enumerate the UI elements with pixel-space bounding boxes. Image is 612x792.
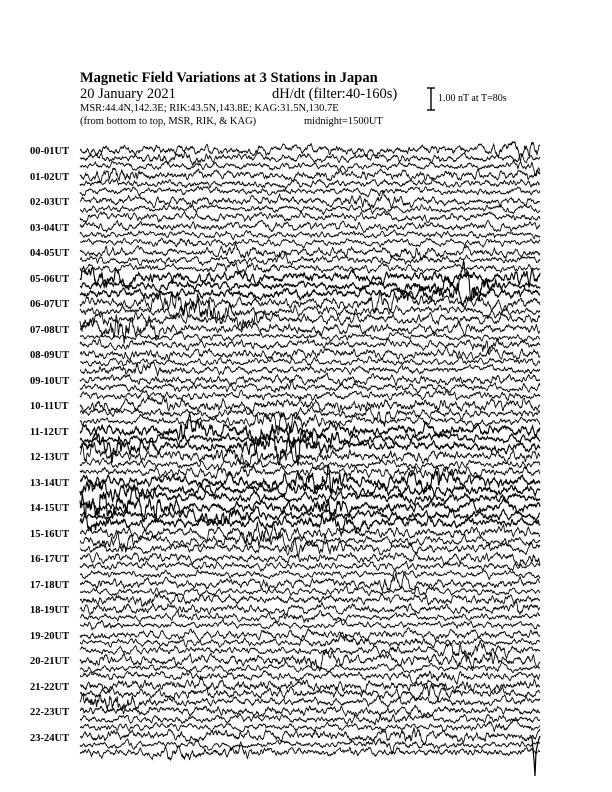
trace-msr — [80, 569, 540, 579]
hour-label: 03-04UT — [30, 222, 70, 234]
hour-row — [80, 728, 540, 760]
hour-label: 14-15UT — [30, 503, 70, 514]
hour-label: 12-13UT — [30, 452, 70, 463]
trace-rik — [80, 458, 540, 470]
hour-row — [80, 141, 540, 176]
trace-spike — [530, 735, 540, 776]
trace-kag — [80, 705, 540, 718]
hour-label: 23-24UT — [30, 732, 70, 744]
filter-label: dH/dt (filter:40-160s) — [272, 86, 398, 102]
hour-label: 05-06UT — [30, 273, 70, 285]
trace-rik — [80, 230, 540, 240]
trace-msr — [80, 620, 540, 630]
hour-label: 09-10UT — [30, 375, 70, 387]
hour-label: 00-01UT — [30, 146, 70, 157]
hour-row — [80, 628, 540, 659]
trace-rik — [80, 407, 540, 427]
trace-msr — [80, 211, 540, 222]
hour-label: 20-21UT — [30, 656, 70, 667]
trace-kag — [80, 552, 540, 566]
trace-kag — [80, 243, 540, 260]
chart-date: 20 January 2021 — [80, 86, 176, 102]
hour-row — [80, 168, 540, 197]
trace-kag — [80, 220, 540, 232]
trace-rik — [80, 611, 540, 623]
trace-msr — [80, 262, 540, 274]
trace-kag — [80, 628, 540, 641]
trace-rik — [80, 713, 540, 725]
hour-label: 04-05UT — [30, 248, 70, 259]
trace-rik — [80, 356, 540, 366]
hour-label: 17-18UT — [30, 579, 70, 591]
hour-label: 06-07UT — [30, 299, 70, 310]
hour-label: 02-03UT — [30, 197, 70, 208]
hour-label: 11-12UT — [30, 426, 69, 438]
scale-bar-label: 1.00 nT at T=80s — [438, 93, 507, 104]
hour-row — [80, 600, 540, 629]
station-order-note: (from bottom to top, MSR, RIK, & KAG) — [80, 116, 257, 127]
hour-row — [80, 243, 540, 273]
trace-msr — [80, 466, 540, 480]
trace-msr — [80, 641, 540, 659]
hour-row — [80, 191, 540, 223]
hour-label: 19-20UT — [30, 630, 70, 642]
hour-label: 10-11UT — [30, 401, 69, 412]
hour-label: 08-09UT — [30, 350, 70, 361]
hour-label: 22-23UT — [30, 707, 70, 718]
trace-rik — [80, 634, 540, 648]
hour-label: 21-22UT — [30, 681, 70, 693]
hour-row — [80, 573, 540, 606]
hour-row — [80, 220, 540, 247]
hour-label: 07-08UT — [30, 324, 70, 336]
trace-rik — [80, 561, 540, 571]
hour-row — [80, 552, 540, 579]
hour-label: 18-19UT — [30, 605, 70, 616]
trace-msr — [80, 238, 540, 248]
hour-row — [80, 705, 540, 732]
hour-label: 01-02UT — [30, 171, 70, 183]
trace-rik — [80, 205, 540, 215]
hour-row — [80, 347, 540, 376]
hour-label: 16-17UT — [30, 554, 70, 565]
trace-kag — [80, 373, 540, 386]
hour-label: 15-16UT — [30, 528, 70, 540]
trace-msr — [80, 593, 540, 607]
trace-kag — [80, 728, 540, 744]
trace-kag — [80, 678, 540, 694]
trace-kag — [80, 191, 540, 209]
trace-msr — [80, 720, 540, 732]
trace-kag — [80, 347, 540, 360]
trace-msr — [80, 187, 540, 197]
trace-msr — [80, 536, 540, 557]
scale-bar — [427, 88, 435, 110]
trace-msr — [80, 671, 540, 685]
trace-kag — [80, 168, 540, 182]
hour-row — [80, 373, 540, 401]
midnight-note: midnight=1500UT — [304, 116, 383, 127]
trace-msr — [80, 339, 540, 352]
hour-label: 13-14UT — [30, 477, 70, 489]
hour-row — [80, 522, 540, 557]
station-coordinates: MSR:44.4N,142.3E; RIK:43.5N,143.8E; KAG:31.5N,130.7E — [80, 103, 339, 114]
chart-title: Magnetic Field Variations at 3 Stations in Japan — [80, 70, 378, 86]
